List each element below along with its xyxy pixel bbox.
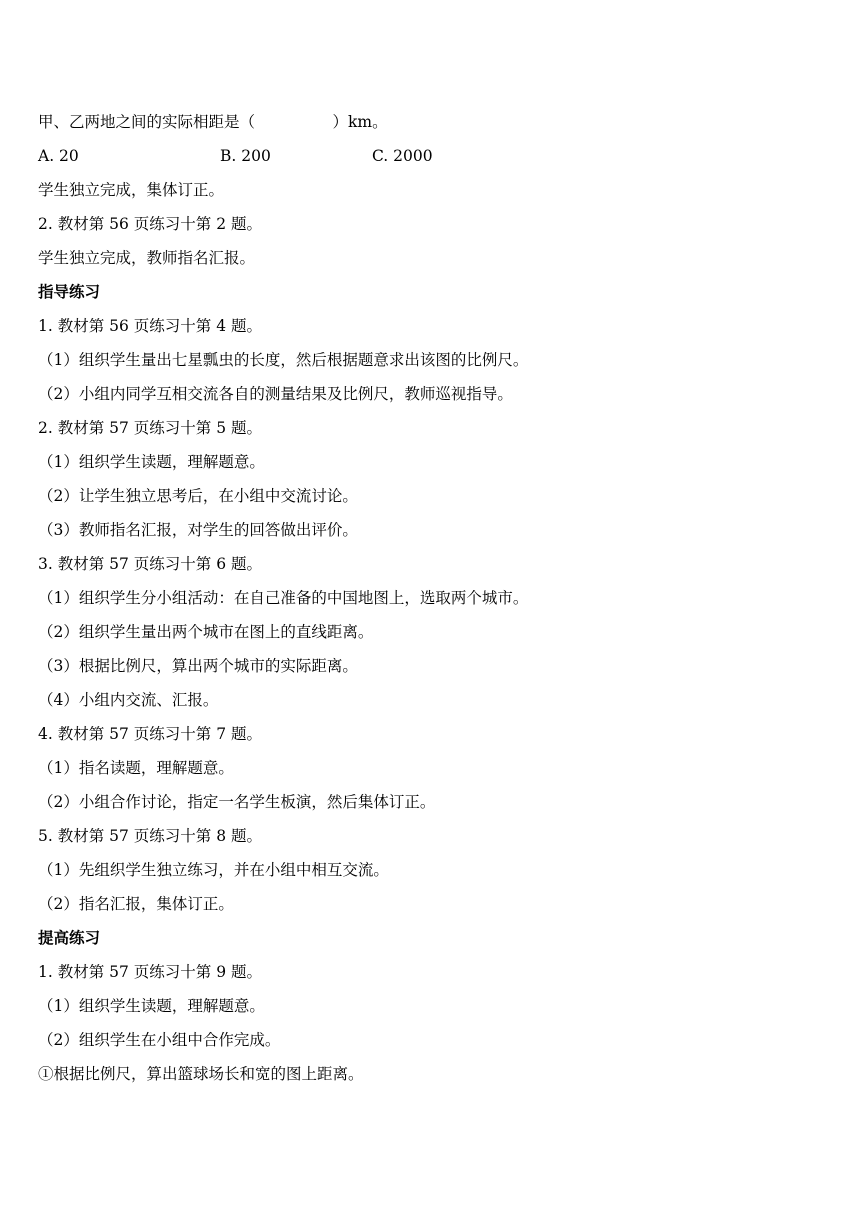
- question-stem: 甲、乙两地之间的实际相距是（ ）km。: [38, 113, 388, 131]
- text-line: （3）教师指名汇报，对学生的回答做出评价。: [38, 521, 358, 539]
- option-b: B. 200: [220, 147, 271, 165]
- text-line: （1）组织学生读题，理解题意。: [38, 997, 265, 1015]
- text-line: 2. 教材第 57 页练习十第 5 题。: [38, 419, 263, 437]
- text-line: （2）小组内同学互相交流各自的测量结果及比例尺，教师巡视指导。: [38, 385, 513, 403]
- text-line: （1）先组织学生独立练习，并在小组中相互交流。: [38, 861, 389, 879]
- text-line: （2）组织学生在小组中合作完成。: [38, 1031, 281, 1049]
- text-line: ①根据比例尺，算出篮球场长和宽的图上距离。: [38, 1065, 364, 1083]
- text-line: 1. 教材第 57 页练习十第 9 题。: [38, 963, 263, 981]
- text-line: 1. 教材第 56 页练习十第 4 题。: [38, 317, 263, 335]
- text-line: （2）小组合作讨论，指定一名学生板演，然后集体订正。: [38, 793, 436, 811]
- text-line: 5. 教材第 57 页练习十第 8 题。: [38, 827, 263, 845]
- text-line: 3. 教材第 57 页练习十第 6 题。: [38, 555, 263, 573]
- text-line: 学生独立完成，集体订正。: [38, 181, 225, 199]
- text-line: 2. 教材第 56 页练习十第 2 题。: [38, 215, 263, 233]
- text-line: （1）组织学生分小组活动：在自己准备的中国地图上，选取两个城市。: [38, 589, 529, 607]
- text-line: （2）组织学生量出两个城市在图上的直线距离。: [38, 623, 374, 641]
- text-line: （2）让学生独立思考后，在小组中交流讨论。: [38, 487, 358, 505]
- option-c: C. 2000: [372, 147, 433, 165]
- option-a: A. 20: [38, 147, 79, 165]
- text-line: 4. 教材第 57 页练习十第 7 题。: [38, 725, 263, 743]
- text-line: （2）指名汇报，集体订正。: [38, 895, 234, 913]
- text-line: （4）小组内交流、汇报。: [38, 691, 219, 709]
- text-line: （1）组织学生读题，理解题意。: [38, 453, 265, 471]
- text-line: 学生独立完成，教师指名汇报。: [38, 249, 256, 267]
- text-line: （1）指名读题，理解题意。: [38, 759, 234, 777]
- section-title-guided: 指导练习: [38, 283, 101, 301]
- section-title-advanced: 提高练习: [38, 929, 101, 947]
- text-line: （1）组织学生量出七星瓢虫的长度，然后根据题意求出该图的比例尺。: [38, 351, 529, 369]
- text-line: （3）根据比例尺，算出两个城市的实际距离。: [38, 657, 358, 675]
